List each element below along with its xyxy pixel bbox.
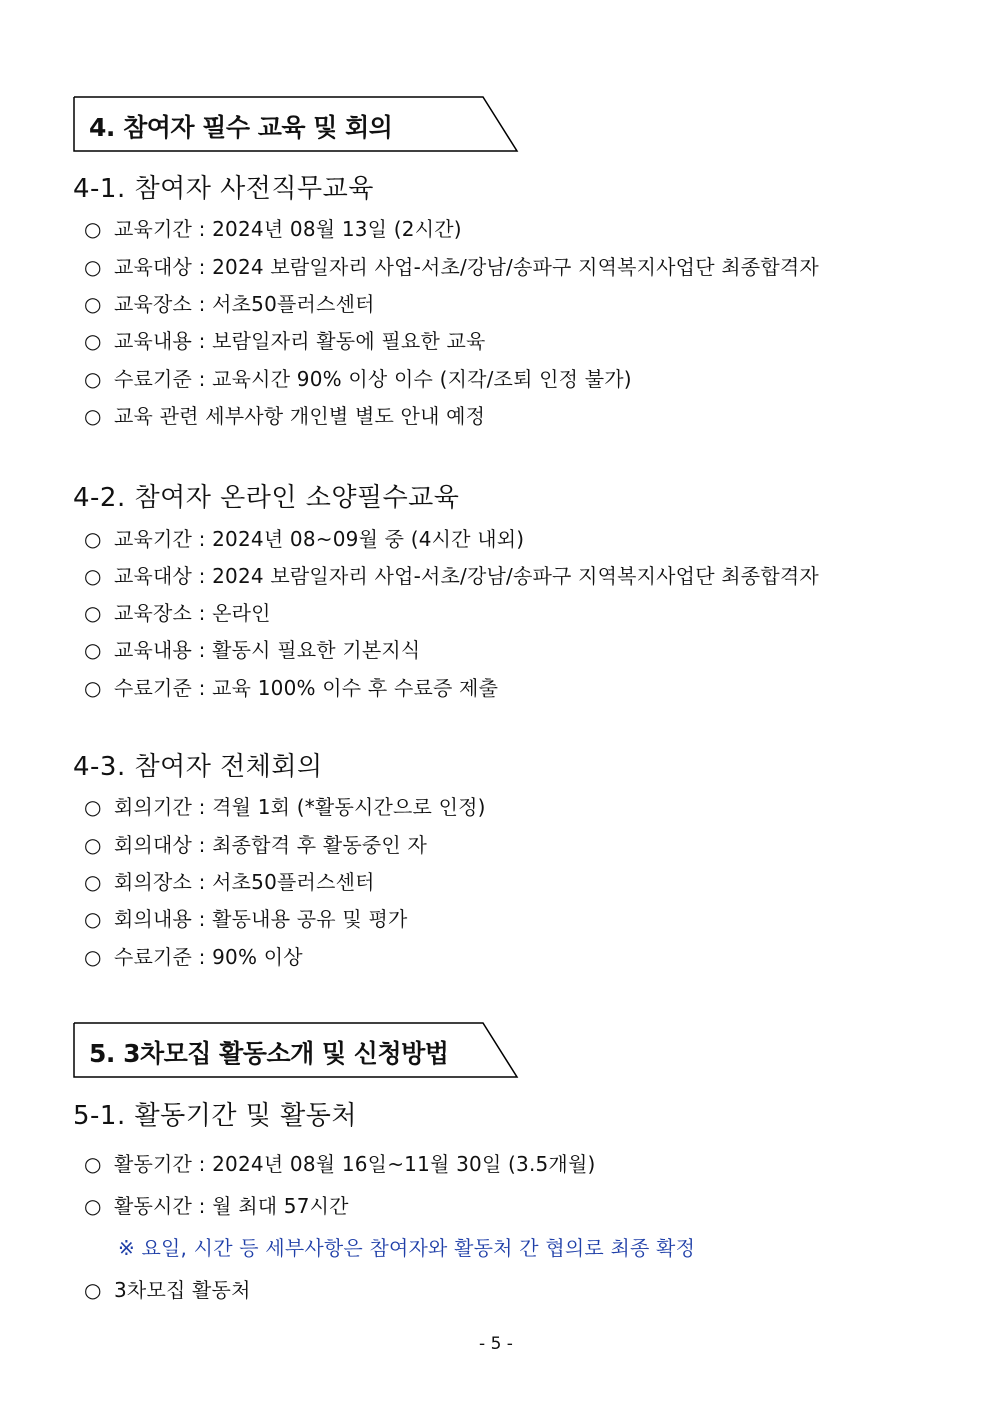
list-item: ○ 3차모집 활동처 [84,1278,251,1302]
circle-bullet-icon: ○ [84,329,102,353]
list-item: ○ 수료기준 : 교육 100% 이수 후 수료증 제출 [84,676,499,700]
circle-bullet-icon: ○ [84,907,102,931]
circle-bullet-icon: ○ [84,527,102,551]
circle-bullet-icon: ○ [84,870,102,894]
circle-bullet-icon: ○ [84,404,102,428]
list-item: ○ 교육내용 : 보람일자리 활동에 필요한 교육 [84,329,486,353]
list-item: ○ 교육기간 : 2024년 08월 13일 (2시간) [84,217,462,241]
subsection-title: 4-2. 참여자 온라인 소양필수교육 [73,483,460,513]
circle-bullet-icon: ○ [84,217,102,241]
circle-bullet-icon: ○ [84,601,102,625]
list-item: ○ 회의내용 : 활동내용 공유 및 평가 [84,907,408,931]
circle-bullet-icon: ○ [84,1278,102,1302]
list-item: ○ 교육대상 : 2024 보람일자리 사업-서초/강남/송파구 지역복지사업단 최종합격자 [84,564,819,588]
section-5-header [73,1022,519,1078]
section-4-header [73,96,519,152]
circle-bullet-icon: ○ [84,564,102,588]
circle-bullet-icon: ○ [84,255,102,279]
list-item: ○ 교육장소 : 서초50플러스센터 [84,292,375,316]
list-item: ○ 회의장소 : 서초50플러스센터 [84,870,375,894]
subsection-title: 4-1. 참여자 사전직무교육 [73,174,374,204]
page-number: - 5 - [479,1334,513,1354]
list-item: ○ 활동기간 : 2024년 08월 16일~11월 30일 (3.5개월) [84,1152,596,1176]
list-item: ○ 수료기준 : 교육시간 90% 이상 이수 (지각/조퇴 인정 불가) [84,367,632,391]
subsection-title: 5-1. 활동기간 및 활동처 [73,1101,357,1131]
list-item: ○ 교육대상 : 2024 보람일자리 사업-서초/강남/송파구 지역복지사업단 최종합격자 [84,255,819,279]
list-item: ○ 회의대상 : 최종합격 후 활동중인 자 [84,833,428,857]
circle-bullet-icon: ○ [84,638,102,662]
section-title: 4. 참여자 필수 교육 및 회의 [89,113,393,142]
note-text: ※ 요일, 시간 등 세부사항은 참여자와 활동처 간 협의로 최종 확정 [118,1236,696,1260]
circle-bullet-icon: ○ [84,676,102,700]
section-title: 5. 3차모집 활동소개 및 신청방법 [89,1039,449,1068]
circle-bullet-icon: ○ [84,367,102,391]
subsection-title: 4-3. 참여자 전체회의 [73,752,323,782]
list-item: ○ 수료기준 : 90% 이상 [84,945,303,969]
circle-bullet-icon: ○ [84,1152,102,1176]
list-item: ○ 교육 관련 세부사항 개인별 별도 안내 예정 [84,404,486,428]
list-item: ○ 교육장소 : 온라인 [84,601,271,625]
circle-bullet-icon: ○ [84,795,102,819]
list-item: ○ 회의기간 : 격월 1회 (*활동시간으로 인정) [84,795,486,819]
list-item: ○ 활동시간 : 월 최대 57시간 [84,1194,349,1218]
list-item: ○ 교육내용 : 활동시 필요한 기본지식 [84,638,421,662]
circle-bullet-icon: ○ [84,1194,102,1218]
circle-bullet-icon: ○ [84,945,102,969]
circle-bullet-icon: ○ [84,833,102,857]
circle-bullet-icon: ○ [84,292,102,316]
list-item: ○ 교육기간 : 2024년 08~09월 중 (4시간 내외) [84,527,525,551]
